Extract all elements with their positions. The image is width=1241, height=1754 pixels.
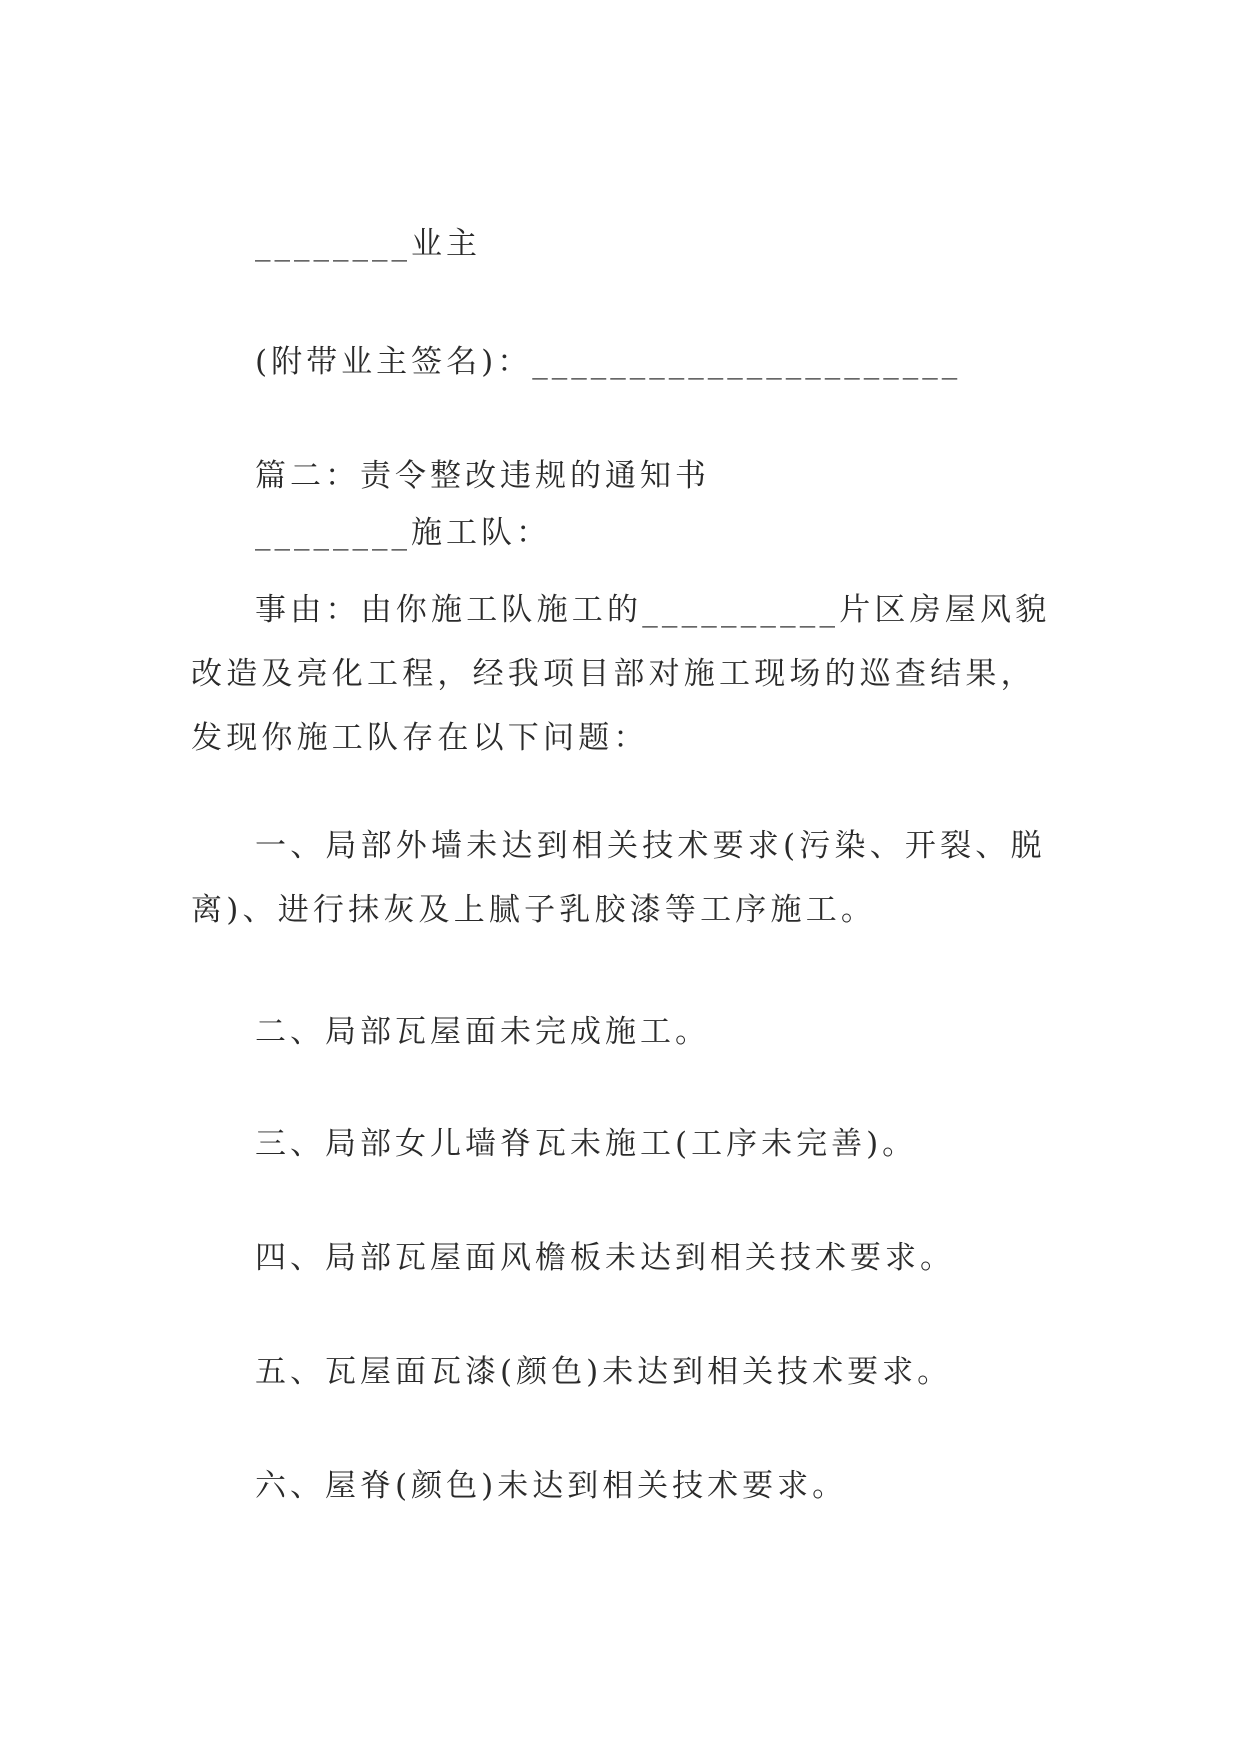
list-item: 五、瓦屋面瓦漆(颜色)未达到相关技术要求。: [255, 1354, 953, 1390]
owner-line: ________业主: [255, 226, 481, 262]
intro-paragraph: 事由：由你施工队施工的__________片区房屋风貌改造及亮化工程，经我项目部对施工现场的巡查结果，发现你施工队存在以下问题：: [191, 592, 1051, 756]
list-item: 四、局部瓦屋面风檐板未达到相关技术要求。: [255, 1240, 955, 1276]
list-item: 六、屋脊(颜色)未达到相关技术要求。: [255, 1468, 848, 1504]
list-item: 三、局部女儿墙脊瓦未施工(工序未完善)。: [255, 1126, 918, 1162]
recipient-line: ________施工队：: [255, 515, 551, 551]
section-title: 篇二：责令整改违规的通知书: [255, 458, 710, 494]
list-item: 一、局部外墙未达到相关技术要求(污染、开裂、脱离)、进行抹灰及上腻子乳胶漆等工序施工。: [191, 828, 1046, 928]
signature-line: (附带业主签名)：______________________: [255, 344, 962, 380]
list-item: 二、局部瓦屋面未完成施工。: [255, 1014, 710, 1050]
